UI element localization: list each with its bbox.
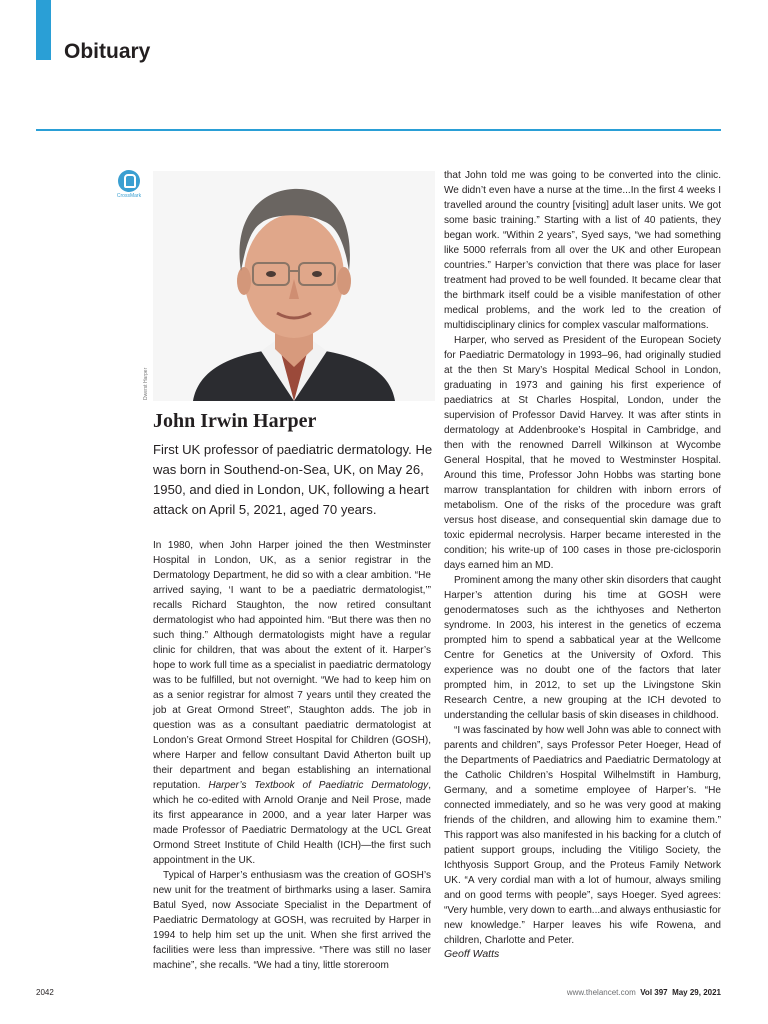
text-run: that John told me was going to be converted into the clinic. We didn’t even have a nurse at the time...In the first 4 weeks I travelled around the country [visiting] adult laser units. We got some basic training.” Starting with a list of 40 patients, they began work. “Within 2 years”, Syed says, “we had something like 5000 referrals from all over the UK and other European countries.” Harper’s conviction that there was place for laser treatment had proved to be well founded. It became clear that the birthmark itself could be a visible manifestation of other medical problems, and the work led to the creation of multidisciplinary clinics for complex vascular malformations. <box>444 170 721 331</box>
portrait-photo <box>153 171 435 401</box>
article-body-right-column <box>444 168 721 948</box>
journal-site[interactable]: www.thelancet.com <box>566 988 636 997</box>
journal-footer <box>567 988 721 997</box>
article-paragraph <box>153 868 431 973</box>
article-paragraph <box>444 573 721 723</box>
header-rule <box>36 129 721 131</box>
crossmark-badge[interactable] <box>116 170 142 199</box>
text-run: , which he co-edited with Arnold Oranje and Neil Prose, made its first appearance in 2000, and a year later Harper was made Professor of Paediatric Dermatology at the UCL Great Ormond Street Institute of Child Health (ICH)—the first such appointment in the UK. <box>153 780 431 866</box>
journal-date: May 29, 2021 <box>672 988 721 997</box>
section-accent-bar <box>36 0 51 60</box>
article-standfirst: First UK professor of paediatric dermatology. He was born in Southend-on-Sea, UK, on May 26, 1950, and died in London, UK, following a heart attack on April 5, 2021, aged 70 years. <box>153 442 433 517</box>
article-paragraph <box>444 333 721 573</box>
section-title: Obituary <box>64 40 151 63</box>
italic-title: Harper’s Textbook of Paediatric Dermatology <box>208 780 429 791</box>
text-run: “I was fascinated by how well John was able to connect with parents and children”, says Professor Peter Hoeger, Head of the Departments of Paediatrics and Paediatric Dermatology at the Catholic Children’s Hospital Wilhelmstift in Hamburg, Germany, and a sometime employee of Harper’s. “He connected immediately, and so he was very good at making friends of the children, and allowing him to examine them.” This rapport was also manifested in his backing for a clutch of patient support groups, including the Vitiligo Society, the Ichthyosis Support Group, and the Proteus Family Network UK. “A very cordial man with a lot of humour, always smiling and on good terms with people”, says Hoeger. Syed agrees: “Very humble, very down to earth...and always enthusiastic for new knowledge.” Harper leaves his wife Rowena, and children, Charlotte and Peter. <box>444 725 721 946</box>
text-run: Typical of Harper’s enthusiasm was the creation of GOSH’s new unit for the treatment of birthmarks using a laser. Samira Batul Syed, now Associate Specialist in the Department of Paediatric Dermatology at GOSH, was recruited by Harper in 1994 to help him set up the unit. When she first arrived the facilities were less than impressive. “There was still no laser machine”, she recalls. “We had a tiny, little storeroom <box>153 870 431 971</box>
journal-volume: Vol 397 <box>640 988 668 997</box>
article-author: Geoff Watts <box>444 948 500 960</box>
text-run: Prominent among the many other skin disorders that caught Harper’s attention during his time at GOSH were genodermatoses such as the ichthyoses and Netherton syndrome. In 2003, his interest in the genetics of eczema prompted him to spend a sabbatical year at the Wellcome Centre for Genetics at the University of Oxford. This experience was no doubt one of the factors that later prompted him, in 2012, to set up the Livingstone Skin Research Centre, a new grouping at the ICH devoted to understanding the cellular basis of skin diseases in childhood. <box>444 575 721 721</box>
page-number: 2042 <box>36 988 54 997</box>
text-run: In 1980, when John Harper joined the then Westminster Hospital in London, UK, as a senior registrar in the Dermatology Department, he did so with a clear ambition. “He arrived saying, ‘I want to be a paediatric dermatologist,’” recalls Richard Staughton, the now retired consultant dermatologist who had appointed him. “But there was then no such thing.” Although dermatologists might have a regular clinic for children, that was about the extent of it. Harper’s hope to work full time as a specialist in paediatric dermatology was to be fulfilled, but not overnight. “We had to keep him on as a senior registrar for almost 7 years until they created the job at Great Ormond Street”, Staughton adds. The job in question was as a consultant paediatric dermatologist at London’s Great Ormond Street Hospital for Children (GOSH), where Harper and fellow consultant David Atherton built up their department and began establishing an international reputation. <box>153 540 431 791</box>
crossmark-label: CrossMark <box>116 193 142 199</box>
article-paragraph <box>444 168 721 333</box>
article-body-left-column <box>153 538 431 973</box>
article-paragraph <box>444 723 721 948</box>
photo-credit: Dwerst Harper <box>143 367 149 400</box>
article-title: John Irwin Harper <box>153 410 317 432</box>
portrait-illustration <box>153 171 435 401</box>
article-paragraph <box>153 538 431 868</box>
text-run: Harper, who served as President of the European Society for Paediatric Dermatology in 1993–96, had originally studied at the then St Mary’s Hospital Medical School in London, graduating in 1973 and gaining his first experience of paediatrics at St Charles Hospital, London, under the supervision of Professor David Harvey. It was after stints in dermatology at Addenbrooke’s Hospital in Cambridge, and then with the renowned Darrell Wilkinson at Wycombe General Hospital, that he moved to Westminster Hospital. Around this time, Professor John Hobbs was starting bone marrow transplantation for children with inborn errors of metabolism. One of the risks of the procedure was graft versus host disease, and consequential skin damage due to toxic epidermal necrolysis. Harper became interested in the condition; his write-up of 100 cases in those pre-ciclosporin days earned him an MD. <box>444 335 721 571</box>
crossmark-icon <box>118 170 140 192</box>
